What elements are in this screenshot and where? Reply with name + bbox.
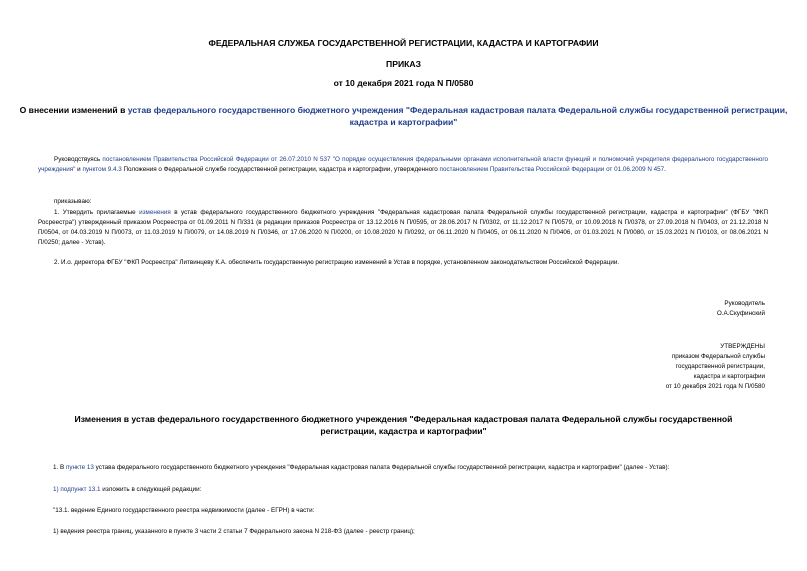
annex-item-1 (53, 464, 669, 471)
order-subject (0, 104, 807, 128)
item1-text-1: 1. Утвердить прилагаемые (54, 209, 140, 216)
preamble-text-1: Руководствуясь (54, 156, 103, 163)
clause-13-link[interactable]: пункте 13 (65, 464, 94, 471)
preamble-text-2: и (75, 166, 83, 173)
annex-title: Изменения в устав федерального государственного бюджетного учреждения "Федеральная кадастровая палата Федеральной службы государственной регистрации, кадастра и картографии" (74, 414, 733, 436)
resolution-537-link[interactable]: постановлением Правительства Российской Федерации от 26.07.2010 N 537 "О порядке осуществления федеральными органами исполнительной власти функций и полномочий учредителя федерального государственного учреждения" (38, 156, 768, 173)
preamble-text-4: . (664, 166, 666, 173)
doc-date-number: от 10 декабря 2021 года N П/0580 (333, 78, 474, 88)
signature-name: О.А.Скуфинский (716, 310, 765, 317)
annex-item-2 (53, 486, 201, 493)
annex-item-4: 1) ведения реестра границ, указанного в пункте 3 части 2 статьи 7 Федерального закона N 218-ФЗ (далее - реестр границ); (53, 528, 415, 535)
approval-line-1: УТВЕРЖДЕНЫ (720, 343, 765, 350)
preamble-paragraph (38, 155, 768, 175)
clause-943-link[interactable]: пунктом 9.4.3 (82, 166, 122, 173)
annex-item-2-post: изложить в следующей редакции: (100, 486, 202, 493)
annex-item-1-post: устава федерального государственного бюджетного учреждения "Федеральная кадастровая палата Федеральной службы государственной регистрации, кадастра и картографии" (далее - Устав): (93, 464, 670, 471)
subject-prefix: О внесении изменений в (19, 105, 128, 115)
doc-type-heading: ПРИКАЗ (386, 59, 421, 69)
changes-link[interactable]: изменения (139, 209, 171, 216)
approval-line-4: кадастра и картографии (693, 373, 765, 380)
annex-item-2-pre[interactable]: 1) (53, 486, 61, 493)
approval-line-5: от 10 декабря 2021 года N П/0580 (665, 383, 765, 390)
approval-line-3: государственной регистрации, (675, 363, 765, 370)
item1-text-2: в устав федерального государственного бюджетного учреждения "Федеральная кадастровая палата Федеральной службы государственной регистрации, кадастра и картографии" (ФГБУ "ФКП Росреестра") утвержденный приказом Росреестра от 01.09.2011 N П/331 (в редакции приказов Росреестра от 13.12.2016 N П/0595, от 28.06.2017 N П/0302, от 11.12.2017 N П/0579, от 10.09.2018 N П/0378, от 27.09.2018 N П/0403, от 21.12.2018 N П/0504, от 04.03.2019 N П/0073, от 11.03.2019 N П/0079, от 14.08.2019 N П/0346, от 17.06.2020 N П/0200, от 10.08.2020 N П/0292, от 06.11.2020 N П/0405, от 06.11.2020 N П/0406, от 01.03.2021 N П/0080, от 15.03.2021 N П/0103, от 08.06.2021 N П/0250; далее - Устав). (38, 209, 769, 246)
subclause-13-1-link[interactable]: подпункт 13.1 (60, 486, 101, 493)
subject-charter-link[interactable]: устав федерального государственного бюджетного учреждения "Федеральная кадастровая палата Федеральной службы государственной регистрации, кадастра и картографии" (127, 105, 788, 127)
agency-heading: ФЕДЕРАЛЬНАЯ СЛУЖБА ГОСУДАРСТВЕННОЙ РЕГИСТРАЦИИ, КАДАСТРА И КАРТОГРАФИИ (208, 38, 599, 48)
order-item-2: 2. И.о. директора ФГБУ "ФКП Росреестра" Литвинцеву К.А. обеспечить государственную регистрацию изменений в Устав в порядке, установленном законодательством Российской Федерации. (54, 259, 620, 266)
annex-item-3: "13.1. ведение Единого государственного реестра недвижимости (далее - ЕГРН) в части: (53, 507, 315, 514)
order-item-1 (38, 208, 768, 248)
preamble-text-3: Положения о Федеральной службе государственной регистрации, кадастра и картографии, утвержденного (121, 166, 440, 173)
annex-item-1-pre: 1. В (53, 464, 66, 471)
approval-line-2: приказом Федеральной службы (671, 353, 765, 360)
resolution-457-link[interactable]: постановлением Правительства Российской Федерации от 01.06.2009 N 457 (439, 166, 665, 173)
order-word: приказываю: (54, 198, 92, 205)
signature-role: Руководитель (724, 300, 765, 307)
